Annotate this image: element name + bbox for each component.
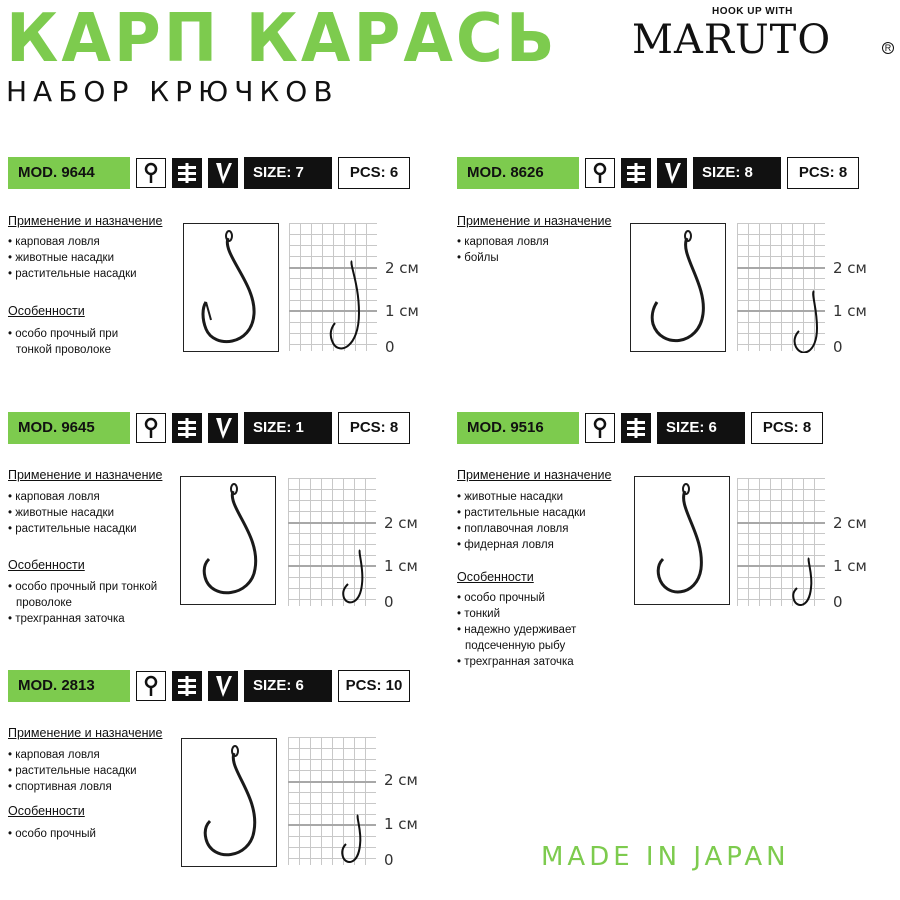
usage-item: • карповая ловля	[457, 236, 549, 248]
pcs-label: PCS: 8	[338, 412, 410, 444]
hook-outline	[737, 478, 825, 608]
spec-bar	[457, 412, 823, 444]
eye-hook-icon	[585, 413, 615, 443]
usage-item: • карповая ловля	[8, 491, 100, 503]
hook-outline	[288, 478, 376, 608]
spec-bar	[8, 670, 410, 702]
usage-item: • растительные насадки	[457, 507, 586, 519]
usage-item: • бойлы	[457, 252, 499, 264]
pcs-label: PCS: 8	[787, 157, 859, 189]
page-title: КАРП КАРАСЬ	[6, 0, 558, 78]
feature-item: • трехгранная заточка	[457, 656, 574, 668]
feature-item: проволоке	[16, 597, 72, 609]
feature-item: подсеченную рыбу	[465, 640, 566, 652]
scale-0: 0	[833, 338, 843, 356]
hook-image	[181, 477, 275, 604]
pcs-label: PCS: 8	[751, 412, 823, 444]
hook-photo	[630, 223, 726, 352]
sharpening-icon	[208, 158, 238, 188]
hook-photo	[634, 476, 730, 605]
size-label: SIZE: 8	[693, 157, 781, 189]
hook-image	[184, 224, 278, 351]
usage-heading: Применение и назначение	[8, 214, 163, 228]
pcs-label: PCS: 6	[338, 157, 410, 189]
made-in-japan: MADE IN JAPAN	[541, 842, 790, 872]
usage-item: • карповая ловля	[8, 236, 100, 248]
feature-item: • трехгранная заточка	[8, 613, 125, 625]
barb-spec-icon	[172, 671, 202, 701]
scale-0: 0	[833, 593, 843, 611]
hook-photo	[180, 476, 276, 605]
usage-item: • спортивная ловля	[8, 781, 112, 793]
model-label: MOD. 9644	[8, 157, 130, 189]
feature-item: • тонкий	[457, 608, 500, 620]
usage-item: • поплавочная ловля	[457, 523, 569, 535]
brand-tagline: HOOK UP WITH	[712, 6, 793, 17]
size-label: SIZE: 6	[657, 412, 745, 444]
model-label: MOD. 2813	[8, 670, 130, 702]
scale-0: 0	[385, 338, 395, 356]
hook-photo	[183, 223, 279, 352]
pcs-label: PCS: 10	[338, 670, 410, 702]
features-heading: Особенности	[457, 570, 534, 584]
feature-item: • надежно удерживает	[457, 624, 577, 636]
size-label: SIZE: 7	[244, 157, 332, 189]
eye-hook-icon	[136, 413, 166, 443]
scale-1cm: 1 см	[384, 815, 418, 833]
scale-2cm: 2 см	[384, 771, 418, 789]
scale-2cm: 2 см	[385, 259, 419, 277]
usage-item: • фидерная ловля	[457, 539, 554, 551]
barb-spec-icon	[621, 158, 651, 188]
usage-item: • растительные насадки	[8, 765, 137, 777]
usage-item: • животные насадки	[8, 252, 115, 264]
scale-2cm: 2 см	[833, 514, 867, 532]
model-label: MOD. 9516	[457, 412, 579, 444]
eye-hook-icon	[585, 158, 615, 188]
spec-bar	[8, 412, 410, 444]
usage-item: • растительные насадки	[8, 523, 137, 535]
features-heading: Особенности	[8, 304, 85, 318]
sharpening-icon	[657, 158, 687, 188]
hook-photo	[181, 738, 277, 867]
usage-item: • растительные насадки	[8, 268, 137, 280]
usage-item: • животные насадки	[8, 507, 115, 519]
barb-spec-icon	[621, 413, 651, 443]
eye-hook-icon	[136, 158, 166, 188]
usage-heading: Применение и назначение	[8, 468, 163, 482]
scale-1cm: 1 см	[833, 557, 867, 575]
scale-0: 0	[384, 851, 394, 869]
feature-item: • особо прочный при	[8, 328, 119, 340]
usage-item: • животные насадки	[457, 491, 564, 503]
spec-bar	[457, 157, 859, 189]
model-label: MOD. 9645	[8, 412, 130, 444]
spec-bar	[8, 157, 410, 189]
size-label: SIZE: 6	[244, 670, 332, 702]
brand-logo: MARUTO	[632, 17, 832, 63]
feature-item: • особо прочный	[457, 592, 545, 604]
size-label: SIZE: 1	[244, 412, 332, 444]
sharpening-icon	[208, 413, 238, 443]
scale-2cm: 2 см	[833, 259, 867, 277]
hook-image	[635, 477, 729, 604]
hook-outline	[737, 223, 825, 353]
scale-1cm: 1 см	[833, 302, 867, 320]
sharpening-icon	[208, 671, 238, 701]
feature-item: • особо прочный при тонкой	[8, 581, 158, 593]
barb-spec-icon	[172, 158, 202, 188]
hook-outline	[288, 737, 376, 867]
model-label: MOD. 8626	[457, 157, 579, 189]
registered-mark: R	[882, 42, 894, 54]
feature-item: тонкой проволоке	[16, 344, 111, 356]
features-heading: Особенности	[8, 804, 85, 818]
hook-outline	[289, 223, 377, 353]
barb-spec-icon	[172, 413, 202, 443]
scale-0: 0	[384, 593, 394, 611]
usage-heading: Применение и назначение	[457, 468, 612, 482]
usage-item: • карповая ловля	[8, 749, 100, 761]
scale-1cm: 1 см	[384, 557, 418, 575]
usage-heading: Применение и назначение	[8, 726, 163, 740]
page-subtitle: НАБОР КРЮЧКОВ	[6, 75, 339, 108]
usage-heading: Применение и назначение	[457, 214, 612, 228]
scale-2cm: 2 см	[384, 514, 418, 532]
scale-1cm: 1 см	[385, 302, 419, 320]
features-heading: Особенности	[8, 558, 85, 572]
hook-image	[631, 224, 725, 351]
feature-item: • особо прочный	[8, 828, 96, 840]
eye-hook-icon	[136, 671, 166, 701]
hook-image	[182, 739, 276, 866]
